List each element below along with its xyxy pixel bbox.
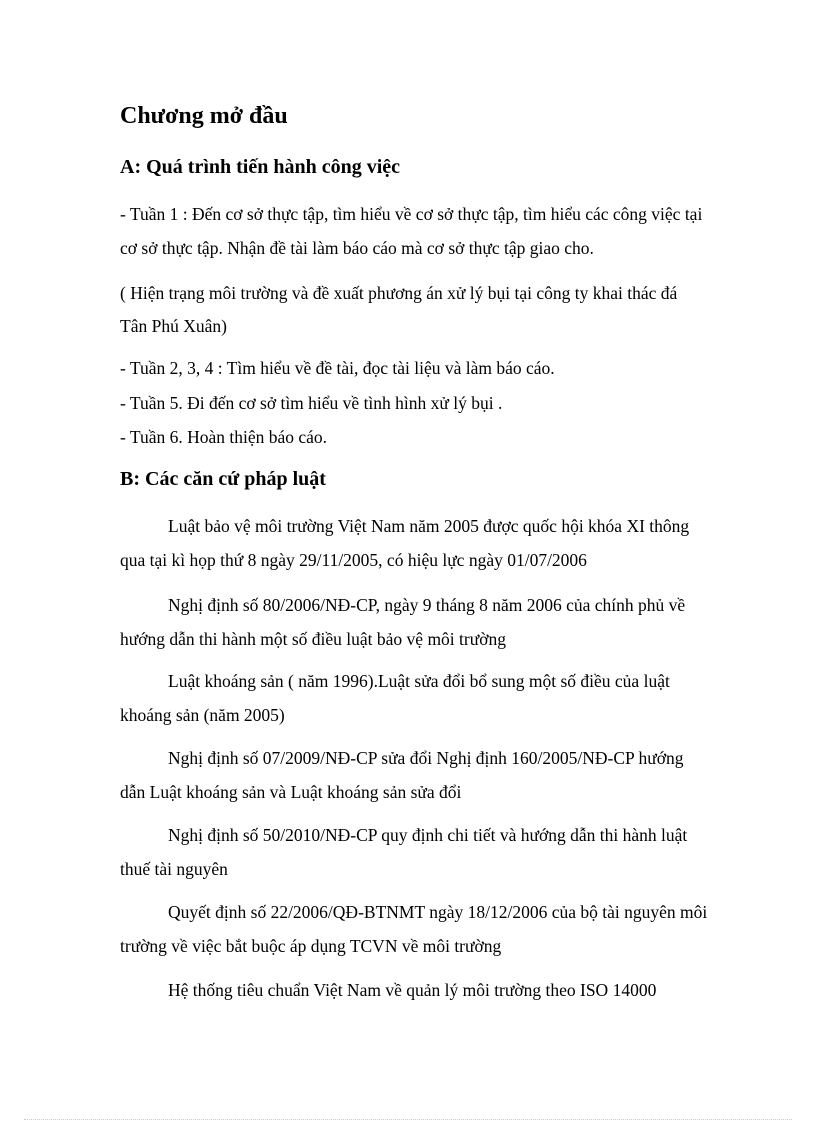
section-b-line: Luật bảo vệ môi trường Việt Nam năm 2005 được quốc hội khóa XI thông: [168, 516, 690, 536]
section-b-line: hướng dẫn thi hành một số điều luật bảo vệ môi trường: [120, 629, 506, 649]
page-bottom-divider: [24, 1119, 792, 1120]
section-b-line: Hệ thống tiêu chuẩn Việt Nam về quản lý môi trường theo ISO 14000: [168, 980, 657, 1000]
section-b-line: dẫn Luật khoáng sản và Luật khoáng sản sửa đổi: [120, 782, 462, 802]
section-a-line: - Tuần 6. Hoàn thiện báo cáo.: [120, 427, 328, 447]
section-b-line: trường về việc bắt buộc áp dụng TCVN về môi trường: [120, 936, 502, 956]
section-a-line: - Tuần 2, 3, 4 : Tìm hiểu về đề tài, đọc tài liệu và làm báo cáo.: [120, 358, 555, 378]
section-b-heading: B: Các căn cứ pháp luật: [120, 468, 326, 490]
section-b-line: Nghị định số 80/2006/NĐ-CP, ngày 9 tháng 8 năm 2006 của chính phủ về: [168, 595, 686, 615]
section-b-line: thuế tài nguyên: [120, 859, 228, 879]
section-b-line: Quyết định số 22/2006/QĐ-BTNMT ngày 18/12/2006 của bộ tài nguyên môi: [168, 902, 708, 922]
section-a-line: - Tuần 5. Đi đến cơ sở tìm hiểu về tình hình xử lý bụi .: [120, 393, 503, 413]
section-b-line: Nghị định số 07/2009/NĐ-CP sửa đổi Nghị định 160/2005/NĐ-CP hướng: [168, 748, 684, 768]
section-a-line: cơ sở thực tập. Nhận đề tài làm báo cáo mà cơ sở thực tập giao cho.: [120, 238, 594, 258]
chapter-title: Chương mở đầu: [120, 103, 288, 129]
section-b-line: Nghị định số 50/2010/NĐ-CP quy định chi tiết và hướng dẫn thi hành luật: [168, 825, 688, 845]
section-a-line: ( Hiện trạng môi trường và đề xuất phương án xử lý bụi tại công ty khai thác đá: [120, 283, 678, 303]
section-a-line: Tân Phú Xuân): [120, 316, 227, 336]
section-a-line: - Tuần 1 : Đến cơ sở thực tập, tìm hiểu về cơ sở thực tập, tìm hiểu các công việc tại: [120, 204, 703, 224]
section-a-heading: A: Quá trình tiến hành công việc: [120, 156, 401, 178]
section-b-line: Luật khoáng sản ( năm 1996).Luật sửa đổi bổ sung một số điều của luật: [168, 671, 670, 691]
section-b-line: khoáng sản (năm 2005): [120, 705, 285, 725]
section-b-line: qua tại kì họp thứ 8 ngày 29/11/2005, có hiệu lực ngày 01/07/2006: [120, 550, 587, 570]
